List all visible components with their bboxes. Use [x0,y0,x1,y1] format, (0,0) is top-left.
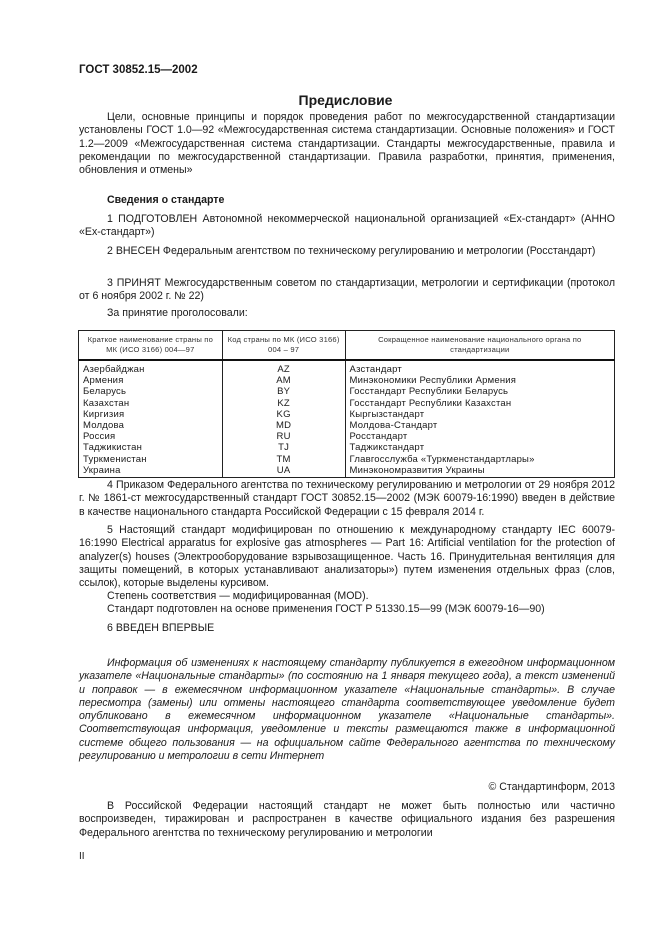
copyright: © Стандартинформ, 2013 [488,781,615,793]
intro-paragraph: Цели, основные принципы и порядок проведения работ по межгосударственной стандартизации установлены ГОСТ 1.0—92 «Межгосударственная система стандартизации. Основные положения» и ГОСТ 1.2—2009 «Межгосударственная система стандартизации. Стандарты межгосударственные, правила и рекомендации по межгосударственной стандартизации. Правила разработки, принятия, применения, обновления и отмены» [79,111,615,177]
country-code: KZ [222,398,345,409]
amendments-info-notice: Информация об изменениях к настоящему стандарту публикуется в ежегодном информационном указателе «Национальные стандарты» (по состоянию на 1 января текущего года), а текст изменений и поправок — в ежемесячном информационном указателе «Национальные стандарты». В случае пересмотра (замены) или отмены настоящего стандарта соответствующее уведомление будет опубликовано в ежемесячном информационном указателе «Национальные стандарты». Соответствующая информация, уведомление и тексты размещаются также в информационной системе общего пользования — на официальном сайте Федерального агентства по техническому регулированию и метрологии в сети Интернет [79,657,615,763]
country-name: Молдова [79,420,223,431]
country-name: Беларусь [79,386,223,397]
standards-body: Кыргызстандарт [345,409,614,420]
country-code: BY [222,386,345,397]
standards-body: Росстандарт [345,431,614,442]
country-code: TM [222,454,345,465]
table-row [79,442,615,453]
country-name: Казахстан [79,398,223,409]
country-name: Армения [79,375,223,386]
table-row [79,409,615,420]
page-number: II [79,851,85,862]
item-1-prepared: 1 ПОДГОТОВЛЕН Автономной некоммерческой национальной организацией «Ех-стандарт» (АННО «Ех-стандарт») [79,213,615,239]
standards-body: Минэкономики Республики Армения [345,375,614,386]
rights-notice: В Российской Федерации настоящий стандарт не может быть полностью или частично воспроизведен, тиражирован и распространен в качестве официального издания без разрешения Федерального агентства по техническому регулированию и метрологии [79,800,615,839]
item-5-degree: Степень соответствия — модифицированная (MOD). [107,590,369,602]
table-row [79,431,615,442]
table-row [79,420,615,431]
item-5-modified: 5 Настоящий стандарт модифицирован по отношению к международному стандарту IEC 60079-16:1990 Electrical apparatus for explosive gas atmospheres — Part 16: Artificial ventilation for the protection of analyzer(s) houses (Электрооборудование взрывозащищенное. Часть 16. Принудительная вентиляция для защиты помещений, в которых устанавливают анализаторы») путем изменения отдельных фраз (слов, ссылок), которые выделены курсивом. [79,524,615,590]
header-country-name: Краткое наименование страны по МК (ИСО 3166) 004—97 [79,331,223,361]
country-code: KG [222,409,345,420]
country-name: Туркменистан [79,454,223,465]
voted-label: За принятие проголосовали: [107,307,248,319]
standards-body: Таджикстандарт [345,442,614,453]
table-header-row [79,331,615,361]
country-name: Россия [79,431,223,442]
standards-body: Минэкономразвития Украины [345,465,614,478]
country-name: Азербайджан [79,360,223,375]
item-2-submitted: 2 ВНЕСЕН Федеральным агентством по техническому регулированию и метрологии (Росстандарт) [107,245,596,257]
standards-body: Госстандарт Республики Беларусь [345,386,614,397]
voting-countries-table [78,330,615,478]
table-row [79,386,615,397]
table-row [79,360,615,375]
item-5-basis: Стандарт подготовлен на основе применения ГОСТ Р 51330.15—99 (МЭК 60079-16—90) [107,603,545,615]
standards-body: Главгосслужба «Туркменстандартлары» [345,454,614,465]
country-code: UA [222,465,345,478]
item-6-introduced: 6 ВВЕДЕН ВПЕРВЫЕ [107,622,215,634]
country-code: RU [222,431,345,442]
table-row [79,375,615,386]
table-row [79,465,615,478]
page-title: Предисловие [298,92,393,108]
item-3-adopted: 3 ПРИНЯТ Межгосударственным советом по стандартизации, метрологии и сертификации (протокол от 6 ноября 2002 г. № 22) [79,277,615,303]
item-4-enacted: 4 Приказом Федерального агентства по техническому регулированию и метрологии от 29 ноября 2012 г. № 1861-ст межгосударственный стандарт ГОСТ 30852.15—2002 (МЭК 60079-16:1990) введен в действие в качестве национального стандарта Российской Федерации с 15 февраля 2014 г. [79,479,615,518]
header-country-code: Код страны по МК (ИСО 3166) 004 – 97 [222,331,345,361]
country-name: Таджикистан [79,442,223,453]
standards-body: Госстандарт Республики Казахстан [345,398,614,409]
table-row [79,398,615,409]
country-code: MD [222,420,345,431]
country-name: Украина [79,465,223,478]
table-row [79,454,615,465]
country-code: AM [222,375,345,386]
country-code: AZ [222,360,345,375]
country-code: TJ [222,442,345,453]
country-name: Киргизия [79,409,223,420]
header-standards-body: Сокращенное наименование национального органа по стандартизации [345,331,614,361]
section-heading: Сведения о стандарте [107,194,225,206]
standards-body: Молдова-Стандарт [345,420,614,431]
standards-body: Азстандарт [345,360,614,375]
document-designation: ГОСТ 30852.15—2002 [79,64,198,76]
